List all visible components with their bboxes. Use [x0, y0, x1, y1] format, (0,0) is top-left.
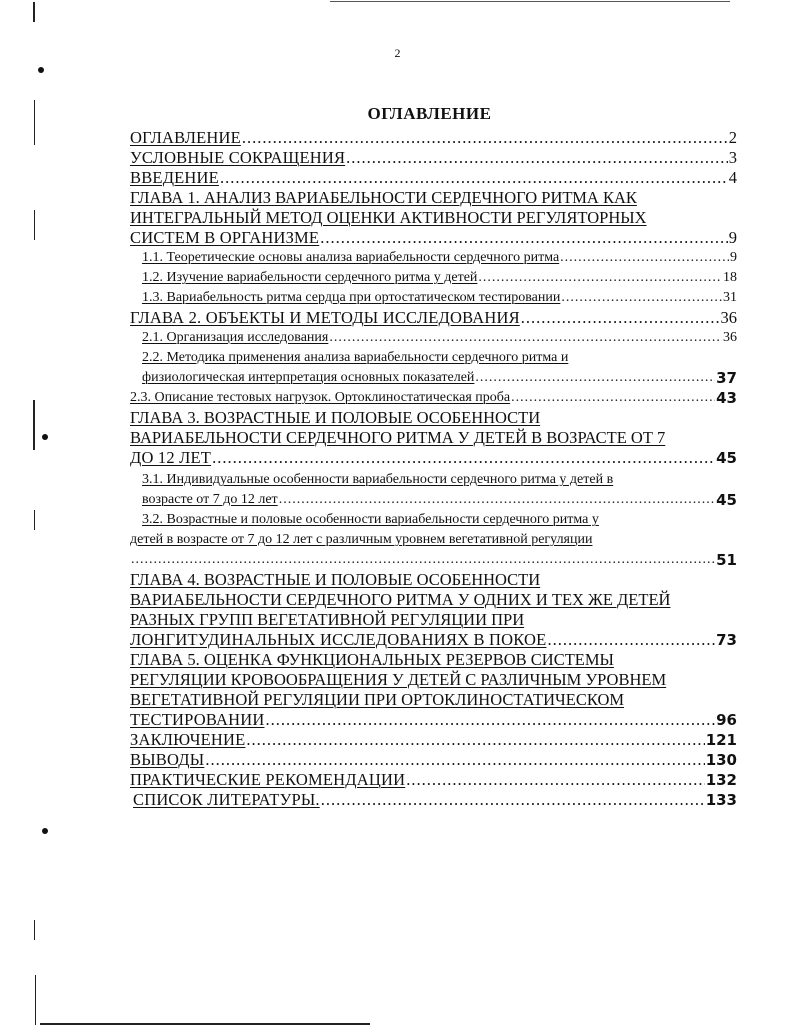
page-ref: 133	[705, 791, 737, 809]
entry-text-line: ГЛАВА 1. АНАЛИЗ ВАРИАБЕЛЬНОСТИ СЕРДЕЧНОГО РИТМА КАК	[130, 188, 637, 207]
entry-text: УСЛОВНЫЕ СОКРАЩЕНИЯ	[130, 148, 346, 167]
leader-dots	[346, 148, 728, 168]
margin-mark	[33, 2, 35, 22]
entry-text-line: ВАРИАБЕЛЬНОСТИ СЕРДЕЧНОГО РИТМА У ОДНИХ И ТЕХ ЖЕ ДЕТЕЙ	[130, 590, 671, 609]
margin-mark	[34, 210, 35, 240]
entry-text-line: РЕГУЛЯЦИИ КРОВООБРАЩЕНИЯ У ДЕТЕЙ С РАЗЛИЧНЫМ УРОВНЕМ	[130, 670, 667, 689]
toc-entry-findings[interactable]	[130, 750, 737, 770]
page-ref: 45	[716, 449, 737, 467]
entry-last-line	[142, 368, 737, 388]
entry-text-line: ВАРИАБЕЛЬНОСТИ СЕРДЕЧНОГО РИТМА У ДЕТЕЙ В ВОЗРАСТЕ ОТ 7	[130, 428, 666, 447]
entry-text: ПРАКТИЧЕСКИЕ РЕКОМЕНДАЦИИ	[130, 770, 406, 789]
page-ref: 121	[705, 731, 737, 749]
leader-dots	[320, 228, 728, 248]
leader-dots	[475, 368, 715, 388]
scan-top-edge	[330, 1, 730, 2]
entry-text-line: 2.2. Методика применения анализа вариабельности сердечного ритма и	[142, 350, 569, 365]
entry-text-line: РАЗНЫХ ГРУПП ВЕГЕТАТИВНОЙ РЕГУЛЯЦИИ ПРИ	[130, 610, 525, 629]
entry-text-line: 3.2. Возрастные и половые особенности вариабельности сердечного ритма у	[142, 512, 599, 527]
toc-entry-section-1-1[interactable]	[142, 248, 737, 268]
entry-text: 1.1. Теоретические основы анализа вариабельности сердечного ритма	[142, 250, 560, 265]
leader-dots	[220, 168, 728, 188]
toc-entry-recommendations[interactable]	[130, 770, 737, 790]
entry-last-line	[130, 448, 737, 468]
leader-dots	[478, 268, 722, 288]
toc-entry-introduction[interactable]	[130, 168, 737, 188]
leader-dots	[246, 730, 704, 750]
entry-text: физиологическая интерпретация основных показателей	[142, 370, 475, 385]
entry-text-line: ГЛАВА 3. ВОЗРАСТНЫЕ И ПОЛОВЫЕ ОСОБЕННОСТИ	[130, 408, 541, 427]
toc-entry-section-1-3[interactable]	[142, 288, 737, 308]
entry-text: 2.3. Описание тестовых нагрузок. Ортоклиностатическая проба	[130, 390, 511, 405]
leader-dots	[279, 490, 715, 510]
leader-dots	[131, 550, 715, 570]
entry-text: ТЕСТИРОВАНИИ	[130, 710, 265, 729]
margin-mark	[34, 510, 35, 530]
entry-text-line: ИНТЕГРАЛЬНЫЙ МЕТОД ОЦЕНКИ АКТИВНОСТИ РЕГУЛЯТОРНЫХ	[130, 208, 647, 227]
leader-dots	[560, 248, 729, 268]
entry-text: ВЫВОДЫ	[130, 750, 205, 769]
leader-dots	[511, 388, 715, 408]
leader-dots	[521, 308, 720, 328]
leader-dots	[265, 710, 715, 730]
page-ref: 31	[723, 290, 737, 305]
entry-text-line: ВЕГЕТАТИВНОЙ РЕГУЛЯЦИИ ПРИ ОРТОКЛИНОСТАТИЧЕСКОМ	[130, 690, 625, 709]
margin-mark	[33, 400, 35, 450]
toc-entry-references[interactable]	[133, 790, 737, 810]
entry-last-line	[142, 490, 737, 510]
page-ref: 36	[723, 330, 737, 345]
entry-text: 2.1. Организация исследования	[142, 330, 329, 345]
leader-dots	[205, 750, 704, 770]
leader-dots	[406, 770, 705, 790]
toc-entry-toc[interactable]	[130, 128, 737, 148]
entry-text: ВВЕДЕНИЕ	[130, 168, 219, 187]
page-ref: 9	[728, 228, 737, 247]
page-ref: 73	[716, 631, 737, 649]
entry-text: ГЛАВА 2. ОБЪЕКТЫ И МЕТОДЫ ИССЛЕДОВАНИЯ	[130, 308, 520, 327]
page-ref: 51	[716, 551, 737, 569]
punch-hole-dot	[42, 828, 48, 834]
page-ref: 96	[716, 711, 737, 729]
entry-text: ЛОНГИТУДИНАЛЬНЫХ ИССЛЕДОВАНИЯХ В ПОКОЕ	[130, 630, 547, 649]
toc-entry-section-1-2[interactable]	[142, 268, 737, 288]
margin-mark	[34, 920, 35, 940]
leader-dots	[329, 328, 722, 348]
page-title: ОГЛАВЛЕНИЕ	[367, 104, 492, 123]
margin-mark	[40, 1023, 370, 1025]
toc-entry-chapter-2[interactable]	[130, 308, 737, 328]
page-ref: 37	[716, 369, 737, 387]
toc-entry-abbreviations[interactable]	[130, 148, 737, 168]
page-ref: 9	[730, 250, 737, 265]
page-ref: 130	[705, 751, 737, 769]
page-ref: 36	[720, 308, 737, 327]
entry-text: СПИСОК ЛИТЕРАТУРЫ.	[133, 790, 320, 809]
leader-dots	[321, 790, 705, 810]
entry-text-line: ГЛАВА 4. ВОЗРАСТНЫЕ И ПОЛОВЫЕ ОСОБЕННОСТИ	[130, 570, 541, 589]
entry-text-line: детей в возрасте от 7 до 12 лет с различным уровнем вегетативной регуляции	[130, 532, 593, 547]
margin-mark	[35, 975, 36, 1025]
page-ref: 2	[728, 128, 737, 147]
entry-text-line: 3.1. Индивидуальные особенности вариабельности сердечного ритма у детей в	[142, 472, 614, 487]
entry-text: возрасте от 7 до 12 лет	[142, 492, 278, 507]
page-number: 2	[394, 46, 401, 60]
entry-text: 1.2. Изучение вариабельности сердечного ритма у детей	[142, 270, 478, 285]
page-ref: 18	[723, 270, 737, 285]
entry-text: СИСТЕМ В ОРГАНИЗМЕ	[130, 228, 320, 247]
leader-dots	[547, 630, 715, 650]
entry-text-line: ГЛАВА 5. ОЦЕНКА ФУНКЦИОНАЛЬНЫХ РЕЗЕРВОВ СИСТЕМЫ	[130, 650, 614, 669]
toc-entry-conclusion[interactable]	[130, 730, 737, 750]
punch-hole-dot	[42, 434, 48, 440]
page-ref: 4	[728, 168, 737, 187]
toc-entry-section-2-1[interactable]	[142, 328, 737, 348]
page-ref: 43	[716, 389, 737, 407]
punch-hole-dot	[38, 67, 44, 73]
entry-text: ЗАКЛЮЧЕНИЕ	[130, 730, 246, 749]
leader-dots	[242, 128, 728, 148]
leader-dots	[212, 448, 715, 468]
page-ref: 132	[705, 771, 737, 789]
leader-dots	[561, 288, 722, 308]
entry-last-line	[130, 630, 737, 650]
entry-last-line	[130, 710, 737, 730]
entry-text: ДО 12 ЛЕТ	[130, 448, 212, 467]
page-ref: 3	[728, 148, 737, 167]
toc-entry-section-2-3[interactable]	[130, 388, 737, 408]
entry-last-line	[130, 550, 737, 570]
entry-text: 1.3. Вариабельность ритма сердца при ортостатическом тестировании	[142, 290, 561, 305]
entry-text: ОГЛАВЛЕНИЕ	[130, 128, 241, 147]
page-ref: 45	[716, 491, 737, 509]
entry-last-line	[130, 228, 737, 248]
